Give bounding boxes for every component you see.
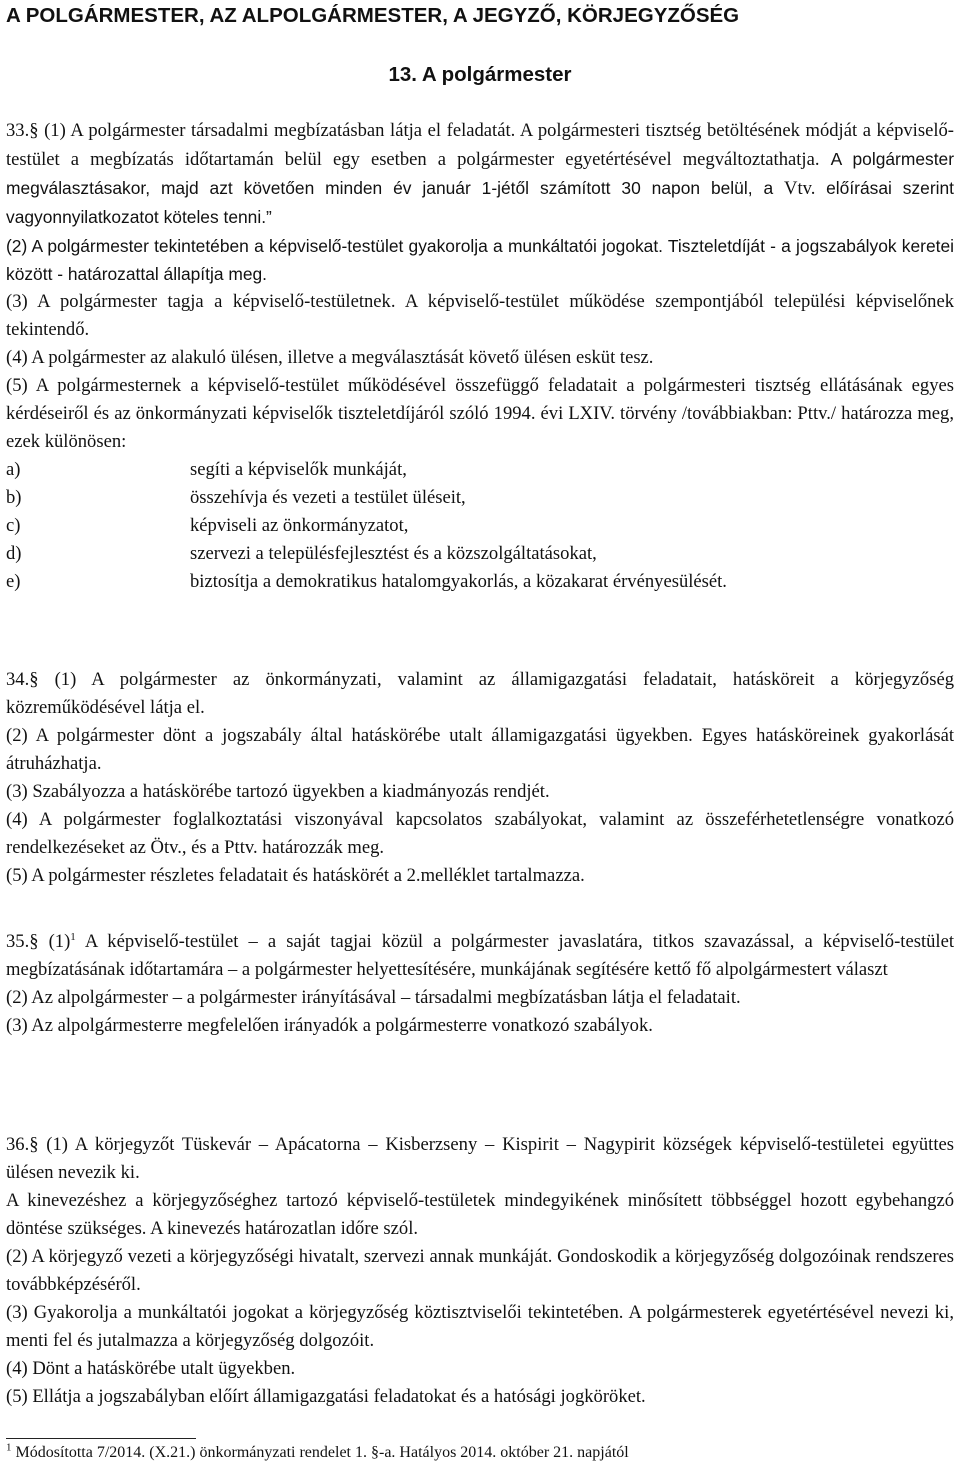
paragraph-36-2: (2) A körjegyző vezeti a körjegyzőségi hivatalt, szervezi annak munkáját. Gondoskodik a körjegyzőség dolgozóinak rendszeres továbbképzéséről. [6,1246,954,1295]
paragraph-33-4: (4) A polgármester az alakuló ülésen, illetve a megválasztását követő ülésen esküt tesz. [6,347,654,368]
paragraph-36-3: (3) Gyakorolja a munkáltatói jogokat a körjegyzőség köztisztviselői tekintetében. A polgármesterek egyetértésével nevezi ki, menti fel és jutalmazza a körjegyzőség dolgozóit. [6,1302,954,1351]
paragraph-34-2: (2) A polgármester dönt a jogszabály által hatáskörébe utalt államigazgatási ügyekben. Egyes hatásköreinek gyakorlását átruházhatja. [6,725,954,774]
document-title: A POLGÁRMESTER, AZ ALPOLGÁRMESTER, A JEGYZŐ, KÖRJEGYZŐSÉG [6,4,740,27]
list-item: b) összehívja és vezeti a testület üléseit, [6,487,466,508]
footnote-divider [6,1438,196,1439]
paragraph-33-3: (3) A polgármester tagja a képviselő-testületnek. A képviselő-testület működése szempontjából települési képviselőnek tekintendő. [6,291,954,340]
paragraph-36-4: (4) Dönt a hatáskörébe utalt ügyekben. [6,1358,296,1379]
footnote-ref: 1 [70,930,76,943]
paragraph-34-4: (4) A polgármester foglalkoztatási viszonyával kapcsolatos szabályokat, valamint az összeférhetetlenségre vonatkozó rendelkezéseket az Ötv., és a Pttv. határozzák meg. [6,809,954,858]
footnote-number: 1 [6,1441,12,1454]
paragraph-33 [6,117,954,596]
paragraph-33-1: 33.§ (1) A polgármester társadalmi megbízatásban látja el feladatát. A polgármesteri tisztség betöltésének módját a képviselő-testület a megbízatás időtartamán belül egy esetben a polgármester egyetértésével megváltoztathatja. A polgármester megválasztásakor, majd azt követően minden év január 1-jétől számított 30 napon belül, a Vtv. előírásai szerint vagyonnyilatkozatot köteles tenni.” [6,120,954,227]
paragraph-35-1: 35.§ $(1)^1$ A képviselő-testület – a saját tagjai közül a polgármester javaslatára, titkos szavazással, a képviselő-testület megbízatásának időtartamára – a polgármester helyettesítésére, munkájának segítésére kettő fő alpolgármestert választ [6,930,954,980]
footnote-text: Módosította 7/2014. (X.21.) önkormányzati rendelet 1. §-a. Hatályos 2014. október 21. napjától [11,1444,629,1461]
paragraph-36-1: 36.§ (1) A körjegyzőt Tüskevár – Apácatorna – Kisberzseny – Kispirit – Nagypirit községek képviselő-testületei együttes ülésen nevezik ki. [6,1134,954,1183]
list-item: d) szervezi a településfejlesztést és a közszolgáltatásokat, [6,543,597,564]
footnote [6,1442,954,1464]
list-item: c) képviseli az önkormányzatot, [6,515,409,536]
duties-list [6,456,954,596]
paragraph-34-1: 34.§ (1) A polgármester az önkormányzati, valamint az államigazgatási feladatait, hatásköreit a körjegyzőség közreműködésével látja el. [6,669,954,718]
paragraph-36 [6,1131,954,1411]
paragraph-34 [6,666,954,890]
section-heading: 13. A polgármester [388,63,572,86]
paragraph-34-5: (5) A polgármester részletes feladatait és hatáskörét a 2.melléklet tartalmazza. [6,865,585,886]
paragraph-33-5: (5) A polgármesternek a képviselő-testület működésével összefüggő feladatait a polgármesteri tisztség ellátásának egyes kérdéseiről és az önkormányzati képviselők tiszteletdíjáról szóló 1994. évi LXIV. törvény /továbbiakban: Pttv./ határozza meg, ezek különösen: [6,375,954,452]
paragraph-36-5: (5) Ellátja a jogszabályban előírt államigazgatási feladatokat és a hatósági jogköröket. [6,1386,646,1407]
paragraph-34-3: (3) Szabályozza a hatáskörébe tartozó ügyekben a kiadmányozás rendjét. [6,781,550,802]
list-item: a) segíti a képviselők munkáját, [6,459,407,480]
paragraph-36-1b: A kinevezéshez a körjegyzőséghez tartozó képviselő-testületek mindegyikének minősített többséggel hozott egybehangzó döntése szükséges. A kinevezés határozatlan időre szól. [6,1190,954,1239]
paragraph-35-2: (2) Az alpolgármester – a polgármester irányításával – társadalmi megbízatásban látja el feladatait. [6,987,741,1008]
paragraph-33-2: (2) A polgármester tekintetében a képviselő-testület gyakorolja a munkáltatói jogokat. Tiszteletdíját - a jogszabályok keretei között - határozattal állapítja meg. [6,236,954,284]
paragraph-35 [6,928,954,1040]
list-item: e) biztosítja a demokratikus hatalomgyakorlás, a közakarat érvényesülését. [6,571,727,592]
paragraph-35-3: (3) Az alpolgármesterre megfelelően irányadók a polgármesterre vonatkozó szabályok. [6,1015,653,1036]
